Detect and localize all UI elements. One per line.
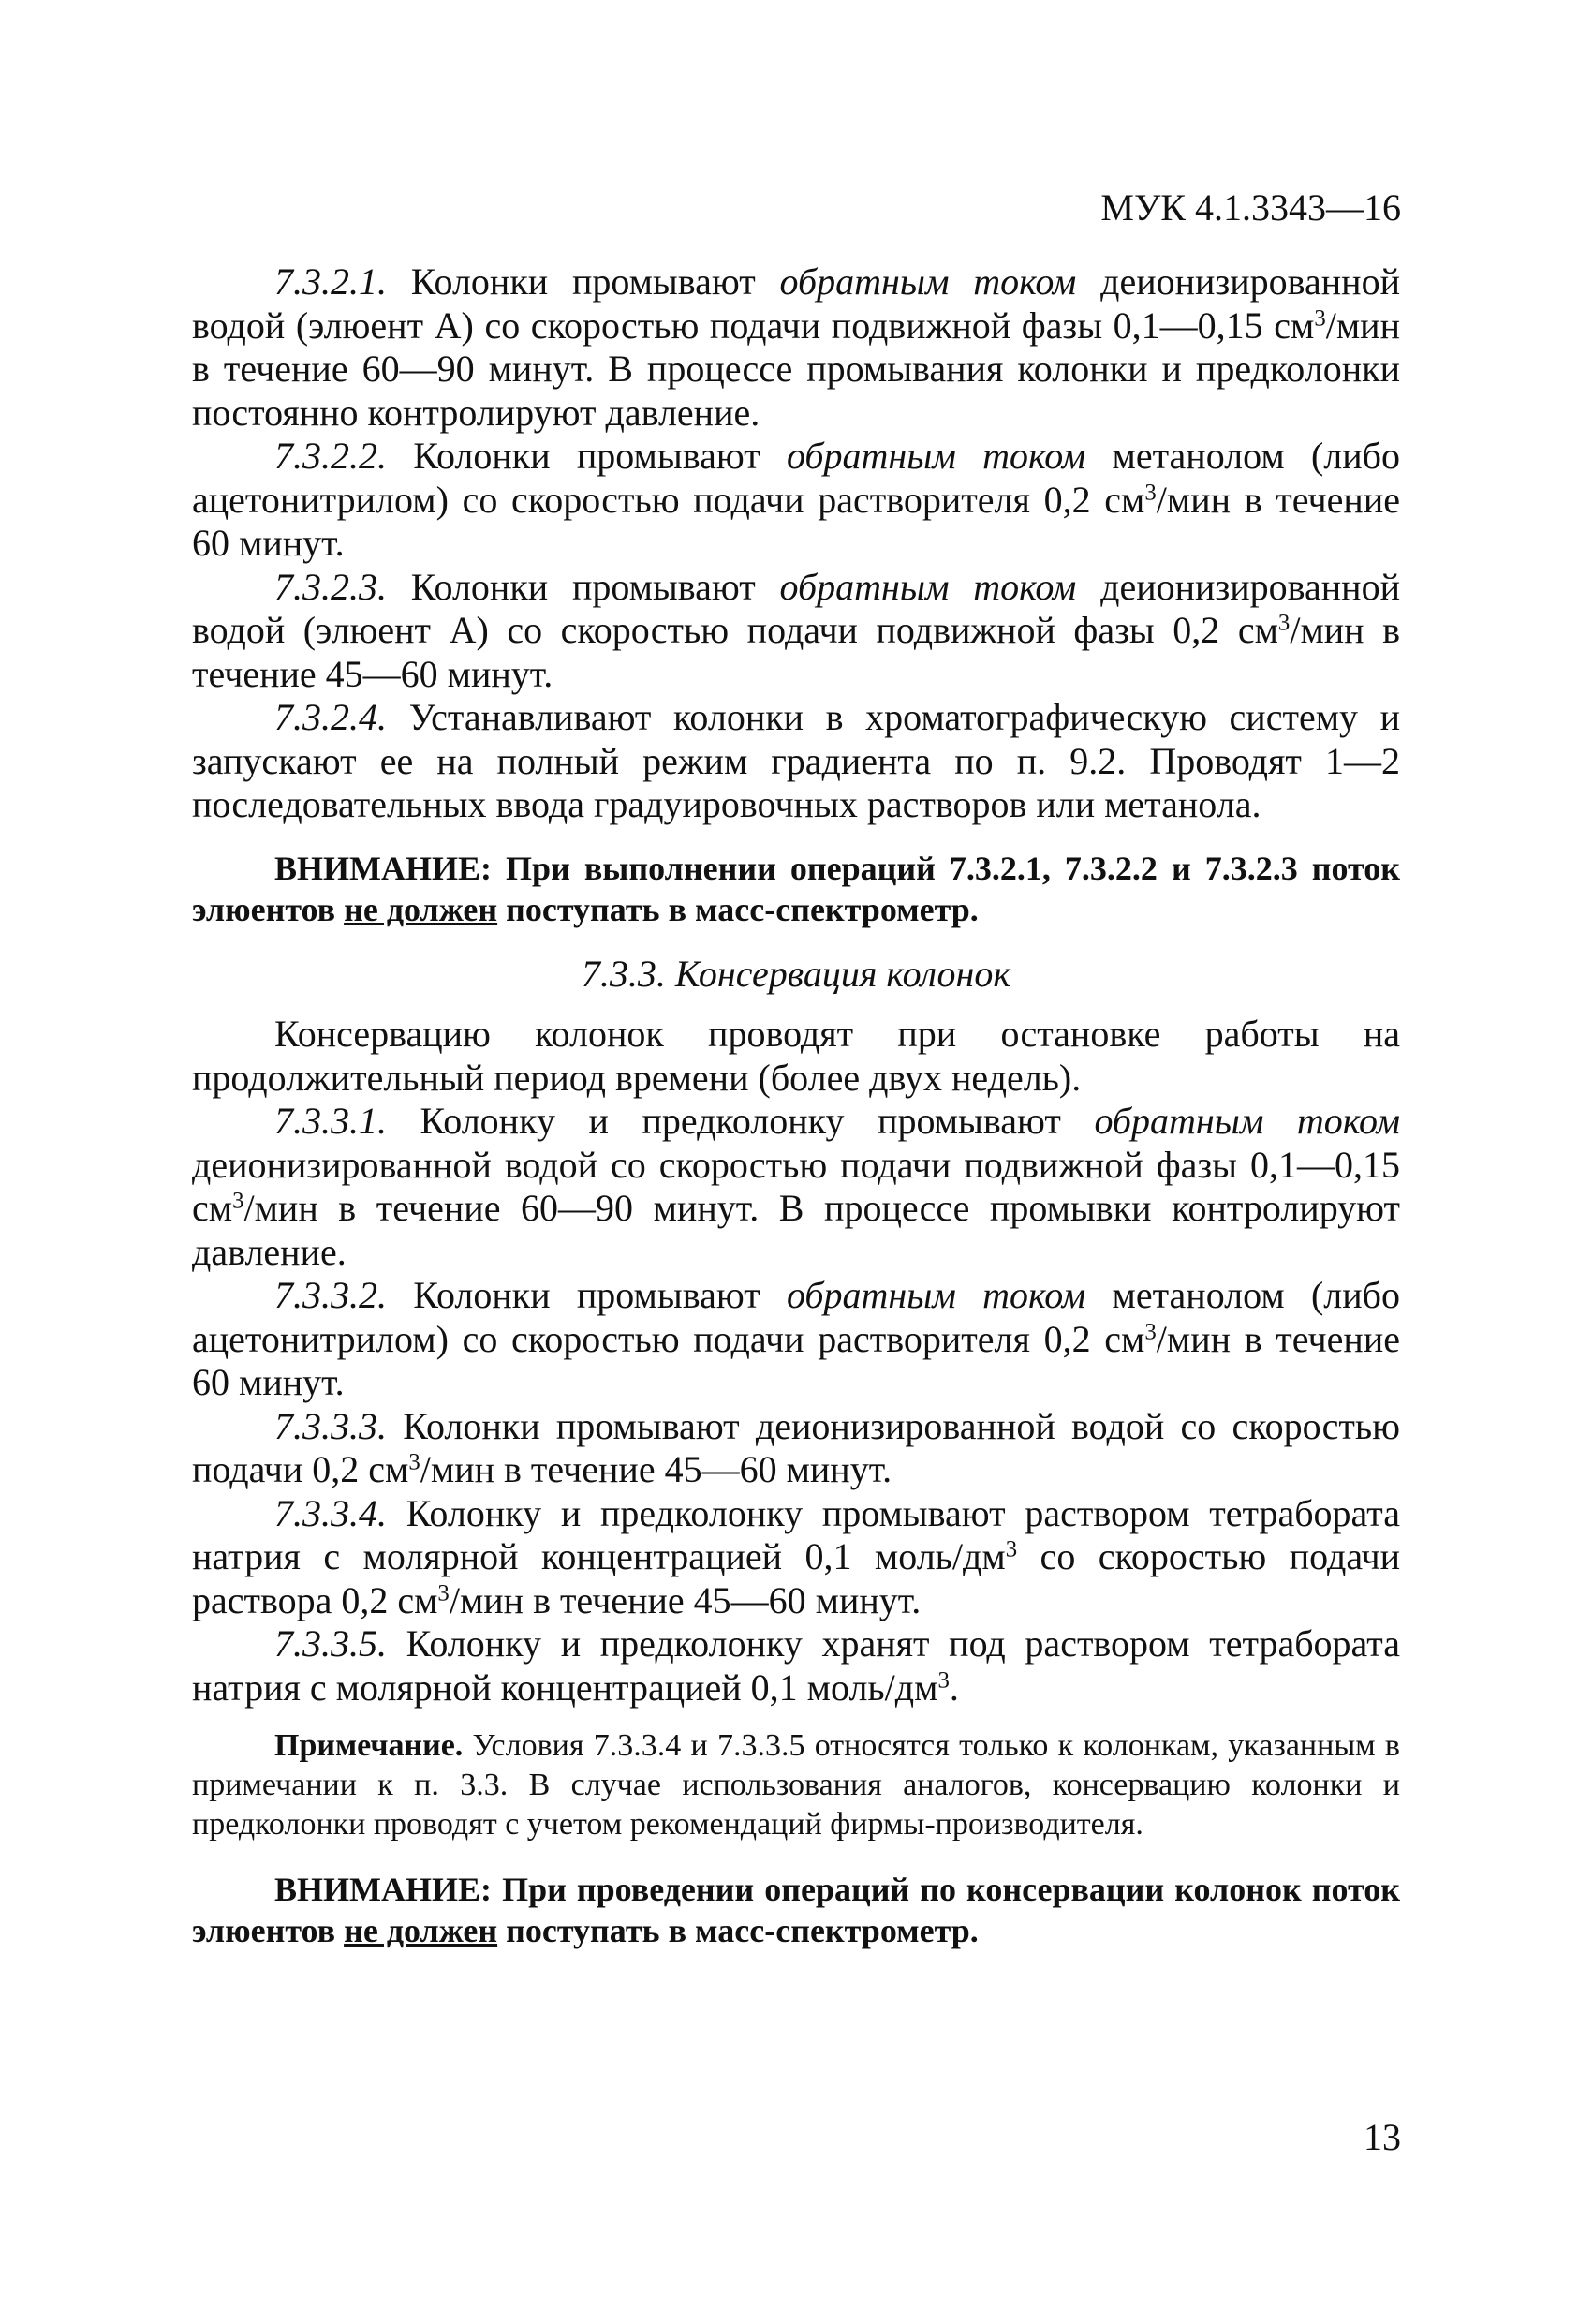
clause-number: 7.3.3.2. [274,1274,387,1316]
clause-number: 7.3.2.4. [274,696,387,738]
superscript: 3 [937,1666,950,1693]
emphasis: обратным током [1094,1100,1401,1142]
superscript: 3 [1314,304,1326,331]
text: Колонку и предколонку хранят под раствором тетрабората натрия с молярной концентрацией 0,1 моль/дм [192,1622,1400,1709]
underlined-text: не должен [344,890,498,928]
text: деионизированной водой со скоростью подачи подвижной фазы 0,1—0,15 см [192,1143,1400,1229]
page-number: 13 [1364,2116,1401,2158]
subheading-7-3-3: 7.3.3. Консервация колонок [581,952,1011,995]
clause-number: 7.3.3.4. [274,1491,387,1534]
paragraph-7-3-2-3 [192,566,1400,697]
text: со скоростью подачи раствора 0,2 см [192,1535,1401,1621]
superscript: 3 [1005,1536,1018,1562]
paragraph-7-3-2-4 [192,696,1400,827]
page-body [192,260,1400,1951]
text: Колонки промывают [387,435,787,477]
paragraph-7-3-3-4 [192,1492,1400,1623]
clause-number: 7.3.2.3. [274,565,387,608]
clause-number: 7.3.2.2. [274,435,387,477]
superscript: 3 [1144,1318,1157,1344]
note-label: Примечание. [274,1728,464,1763]
superscript: 3 [1277,610,1291,636]
paragraph-7-3-3-1 [192,1100,1400,1274]
clause-number: 7.3.3.5. [274,1622,387,1665]
superscript: 3 [232,1188,244,1214]
text: Колонку и предколонку промывают раствором тетрабората натрия с молярной концентрацией 0,1 моль/дм [192,1491,1400,1577]
emphasis: обратным током [786,435,1086,477]
text: /мин в течение 45—60 минут. [192,609,1401,695]
paragraph-7-3-3: Консервацию колонок проводят при остановке работы на продолжительный период времени (более двух недель). [192,1013,1400,1099]
emphasis: обратным током [786,1274,1086,1316]
text: Условия 7.3.3.4 и 7.3.3.5 относятся только к колонкам, указанным в примечании к п. 3.3. В случае использования аналогов, консервацию колонки и предколонки проводят с учетом рекомендаций фирмы-производителя. [192,1728,1400,1842]
paragraph-7-3-2-1 [192,260,1400,435]
emphasis: обратным током [779,565,1077,608]
superscript: 3 [437,1579,450,1606]
paragraph-7-3-3-2 [192,1274,1400,1405]
text: Устанавливают колонки в хроматографическую систему и запускают ее на полный режим градиента по п. 9.2. Проводят 1—2 последовательных ввода градуировочных растворов или метанола. [192,696,1400,825]
text: Колонки промывают [387,565,780,608]
warning-2 [192,1869,1400,1951]
underlined-text: не должен [344,1912,498,1949]
clause-number: 7.3.3.3. [274,1404,387,1447]
text: метанолом (либо ацетонитрилом) со скоростью подачи растворителя 0,2 см [192,435,1401,521]
note [192,1726,1400,1844]
clause-number: 7.3.2.1. [274,260,387,303]
text: ВНИМАНИЕ: При выполнении операций 7.3.2.1, 7.3.2.2 и 7.3.2.3 поток элюентов [192,849,1400,928]
emphasis: обратным током [779,260,1077,303]
text: /мин в течение 60—90 минут. В процессе промывки контролируют давление. [192,1187,1400,1273]
paragraph-7-3-2-2 [192,435,1400,566]
superscript: 3 [1144,479,1157,505]
paragraph-7-3-3-3 [192,1405,1400,1492]
text: Колонки промывают [387,1274,787,1316]
text: Колонки промывают [387,260,780,303]
text: . [949,1665,959,1709]
text: поступать в масс-спектрометр. [497,890,979,928]
text: деионизированной водой (элюент А) со скоростью подачи подвижной фазы 0,2 см [192,565,1400,651]
text: /мин в течение 45—60 минут. [420,1448,892,1490]
text: деионизированной водой (элюент А) со скоростью подачи подвижной фазы 0,1—0,15 см [192,260,1400,347]
text: метанолом (либо ацетонитрилом) со скоростью подачи растворителя 0,2 см [192,1274,1401,1360]
text: Колонку и предколонку промывают [387,1100,1095,1142]
text: поступать в масс-спектрометр. [497,1912,979,1949]
text: /мин в течение 60 минут. [192,478,1400,564]
text: /мин в течение 60 минут. [192,1317,1400,1403]
superscript: 3 [408,1449,420,1475]
text: /мин в течение 45—60 минут. [449,1578,922,1621]
text: ВНИМАНИЕ: При проведении операций по консервации колонок поток элюентов [192,1871,1400,1949]
document-code-header: МУК 4.1.3343—16 [1100,186,1401,229]
clause-number: 7.3.3.1. [274,1100,387,1142]
text: Колонки промывают деионизированной водой со скоростью подачи 0,2 см [192,1404,1400,1490]
warning-1 [192,848,1400,930]
paragraph-7-3-3-5 [192,1622,1400,1710]
text: /мин в течение 60—90 минут. В процессе промывания колонки и предколонки постоянно контролируют давление. [192,303,1400,434]
